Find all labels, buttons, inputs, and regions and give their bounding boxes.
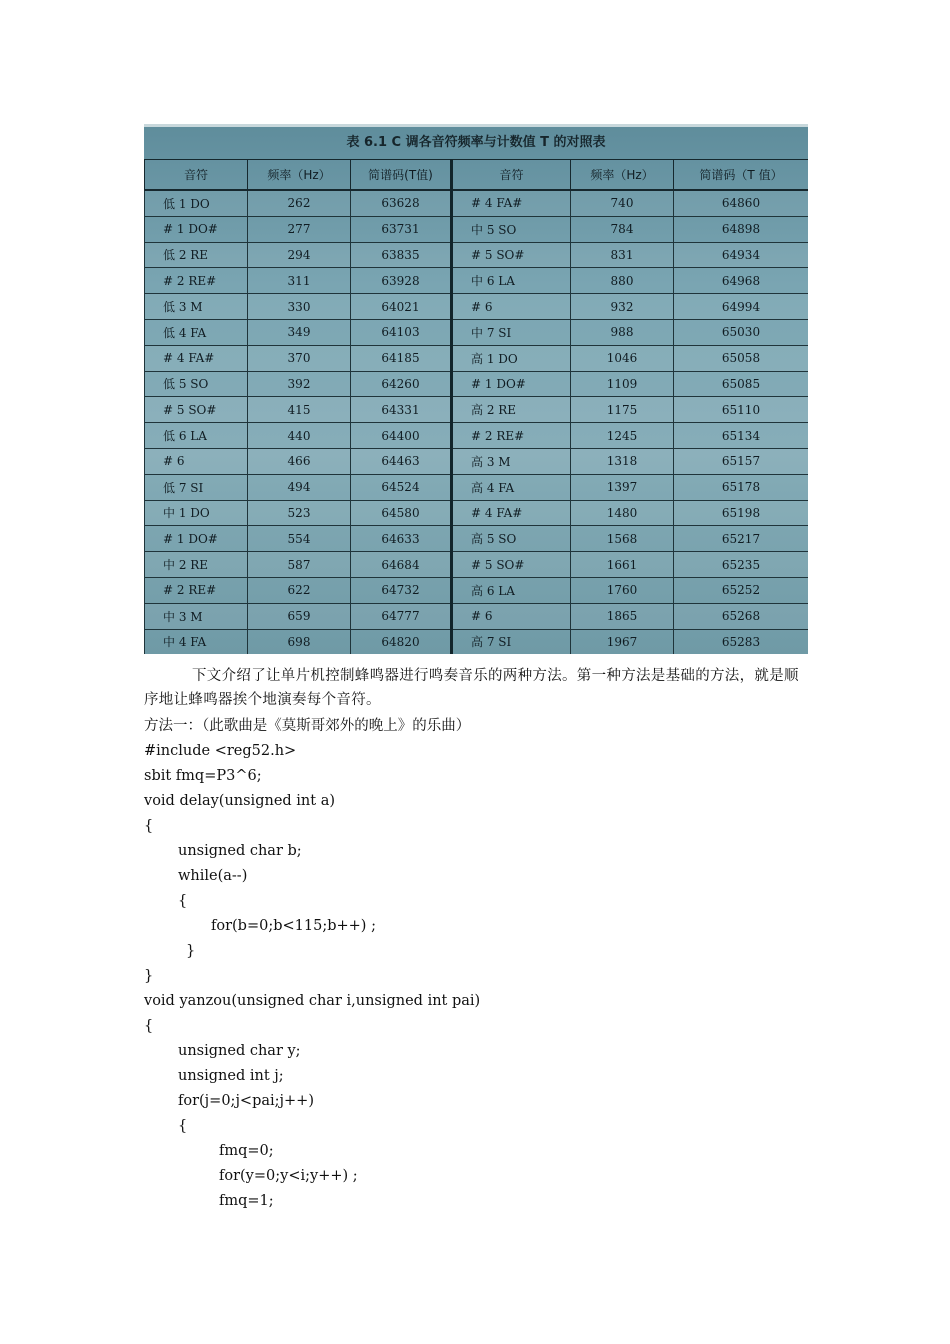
table-cell: # 2 RE# xyxy=(145,577,248,603)
code-line: { xyxy=(144,1018,154,1034)
table-cell: 311 xyxy=(248,268,351,294)
table-cell: 低 2 RE xyxy=(145,242,248,268)
table-cell: 370 xyxy=(248,345,351,371)
table-cell: 262 xyxy=(248,190,351,216)
table-cell: 高 4 FA xyxy=(452,474,571,500)
table-cell: 64777 xyxy=(351,603,452,629)
table-cell: 低 3 M xyxy=(145,294,248,320)
table-cell: 65268 xyxy=(674,603,809,629)
table-cell: 64820 xyxy=(351,629,452,654)
header-t-value: 简谱码(T值) xyxy=(351,160,452,191)
table-cell: 466 xyxy=(248,448,351,474)
table-row xyxy=(145,397,809,423)
table-cell: # 6 xyxy=(452,603,571,629)
table-cell: 349 xyxy=(248,319,351,345)
table-cell: 698 xyxy=(248,629,351,654)
table-cell: 330 xyxy=(248,294,351,320)
table-cell: 880 xyxy=(571,268,674,294)
code-line: fmq=1; xyxy=(219,1193,274,1209)
table-cell: 587 xyxy=(248,552,351,578)
table-row xyxy=(145,526,809,552)
table-cell: # 5 SO# xyxy=(145,397,248,423)
table-cell: 中 1 DO xyxy=(145,500,248,526)
code-line: unsigned int j; xyxy=(178,1068,284,1084)
table-cell: 63731 xyxy=(351,216,452,242)
table-row xyxy=(145,216,809,242)
code-line: } xyxy=(144,968,154,984)
table-cell: 1760 xyxy=(571,577,674,603)
table-cell: 1568 xyxy=(571,526,674,552)
table-row xyxy=(145,552,809,578)
table-cell: 63835 xyxy=(351,242,452,268)
table-cell: 65235 xyxy=(674,552,809,578)
note-frequency-table-photo xyxy=(144,124,808,654)
table-cell: 64684 xyxy=(351,552,452,578)
table-row xyxy=(145,474,809,500)
table-cell: 1967 xyxy=(571,629,674,654)
table-cell: 65157 xyxy=(674,448,809,474)
table-row xyxy=(145,371,809,397)
table-header-row xyxy=(145,160,809,191)
code-line: unsigned char b; xyxy=(178,843,302,859)
table-cell: # 4 FA# xyxy=(145,345,248,371)
table-cell: 64732 xyxy=(351,577,452,603)
table-cell: 高 2 RE xyxy=(452,397,571,423)
table-cell: 65110 xyxy=(674,397,809,423)
code-line: { xyxy=(178,893,188,909)
header-frequency: 频率（Hz） xyxy=(248,160,351,191)
table-row xyxy=(145,423,809,449)
table-row xyxy=(145,629,809,654)
table-row xyxy=(145,500,809,526)
table-cell: 64898 xyxy=(674,216,809,242)
table-row xyxy=(145,294,809,320)
code-line: while(a--) xyxy=(178,868,248,884)
table-row xyxy=(145,345,809,371)
table-cell: 1109 xyxy=(571,371,674,397)
table-cell: 294 xyxy=(248,242,351,268)
table-cell: 64103 xyxy=(351,319,452,345)
table-row xyxy=(145,268,809,294)
table-cell: 高 3 M xyxy=(452,448,571,474)
table-row xyxy=(145,319,809,345)
table-cell: 65252 xyxy=(674,577,809,603)
table-row xyxy=(145,448,809,474)
header-note: 音符 xyxy=(145,160,248,191)
table-cell: 低 4 FA xyxy=(145,319,248,345)
table-cell: 64185 xyxy=(351,345,452,371)
table-cell: 高 5 SO xyxy=(452,526,571,552)
code-line: for(j=0;j<pai;j++) xyxy=(178,1093,314,1109)
table-cell: # 2 RE# xyxy=(145,268,248,294)
table-cell: 1245 xyxy=(571,423,674,449)
table-cell: 65134 xyxy=(674,423,809,449)
table-cell: # 6 xyxy=(145,448,248,474)
table-cell: 65030 xyxy=(674,319,809,345)
table-cell: 低 1 DO xyxy=(145,190,248,216)
table-cell: 中 3 M xyxy=(145,603,248,629)
header-t-value-2: 简谱码（T 值） xyxy=(674,160,809,191)
table-cell: 1865 xyxy=(571,603,674,629)
table-row xyxy=(145,242,809,268)
table-cell: # 5 SO# xyxy=(452,242,571,268)
table-cell: # 4 FA# xyxy=(452,190,571,216)
code-line: void delay(unsigned int a) xyxy=(144,793,336,809)
table-cell: 64524 xyxy=(351,474,452,500)
table-cell: 64580 xyxy=(351,500,452,526)
table-cell: 988 xyxy=(571,319,674,345)
table-row xyxy=(145,577,809,603)
table-cell: 494 xyxy=(248,474,351,500)
code-line: for(y=0;y<i;y++) ; xyxy=(219,1168,358,1184)
table-cell: 64934 xyxy=(674,242,809,268)
code-line: for(b=0;b<115;b++) ; xyxy=(211,918,376,934)
table-cell: 64968 xyxy=(674,268,809,294)
table-cell: 中 4 FA xyxy=(145,629,248,654)
code-line: fmq=0; xyxy=(219,1143,274,1159)
table-cell: 622 xyxy=(248,577,351,603)
table-cell: # 6 xyxy=(452,294,571,320)
table-cell: 64331 xyxy=(351,397,452,423)
table-cell: 65198 xyxy=(674,500,809,526)
code-line: sbit fmq=P3^6; xyxy=(144,768,262,784)
table-cell: 高 7 SI xyxy=(452,629,571,654)
table-cell: 1397 xyxy=(571,474,674,500)
code-line: { xyxy=(178,1118,188,1134)
code-line: void yanzou(unsigned char i,unsigned int pai) xyxy=(144,993,481,1009)
table-cell: 64400 xyxy=(351,423,452,449)
table-cell: 1661 xyxy=(571,552,674,578)
table-cell: 64633 xyxy=(351,526,452,552)
table-cell: 740 xyxy=(571,190,674,216)
table-caption: 表 6.1 C 调各音符频率与计数值 T 的对照表 xyxy=(346,135,606,150)
table-cell: 低 5 SO xyxy=(145,371,248,397)
table-cell: 64860 xyxy=(674,190,809,216)
table-row xyxy=(145,603,809,629)
table-cell: 392 xyxy=(248,371,351,397)
table-cell: 63928 xyxy=(351,268,452,294)
intro-paragraph: 下文介绍了让单片机控制蜂鸣器进行鸣奏音乐的两种方法。第一种方法是基础的方法，就是顺序地让蜂鸣器挨个地演奏每个音符。 xyxy=(144,668,799,708)
table-cell: 65058 xyxy=(674,345,809,371)
table-cell: 中 7 SI xyxy=(452,319,571,345)
note-frequency-table xyxy=(144,159,808,654)
table-cell: 64463 xyxy=(351,448,452,474)
table-cell: 65217 xyxy=(674,526,809,552)
table-cell: 高 1 DO xyxy=(452,345,571,371)
table-cell: 932 xyxy=(571,294,674,320)
table-cell: # 1 DO# xyxy=(145,526,248,552)
table-cell: # 1 DO# xyxy=(452,371,571,397)
table-cell: 中 5 SO xyxy=(452,216,571,242)
table-cell: 65085 xyxy=(674,371,809,397)
table-cell: 低 7 SI xyxy=(145,474,248,500)
table-cell: 中 6 LA xyxy=(452,268,571,294)
table-cell: 831 xyxy=(571,242,674,268)
table-cell: 65283 xyxy=(674,629,809,654)
table-cell: # 5 SO# xyxy=(452,552,571,578)
table-cell: 64021 xyxy=(351,294,452,320)
code-line: { xyxy=(144,818,154,834)
header-frequency-2: 频率（Hz） xyxy=(571,160,674,191)
table-cell: 64994 xyxy=(674,294,809,320)
table-cell: 63628 xyxy=(351,190,452,216)
table-cell: 65178 xyxy=(674,474,809,500)
table-cell: 659 xyxy=(248,603,351,629)
table-cell: # 1 DO# xyxy=(145,216,248,242)
header-note-2: 音符 xyxy=(452,160,571,191)
table-cell: 中 2 RE xyxy=(145,552,248,578)
code-line: } xyxy=(186,943,196,959)
table-cell: # 2 RE# xyxy=(452,423,571,449)
table-cell: 64260 xyxy=(351,371,452,397)
table-cell: 523 xyxy=(248,500,351,526)
table-cell: 1318 xyxy=(571,448,674,474)
table-cell: 低 6 LA xyxy=(145,423,248,449)
table-cell: # 4 FA# xyxy=(452,500,571,526)
code-line: unsigned char y; xyxy=(178,1043,301,1059)
table-cell: 277 xyxy=(248,216,351,242)
table-cell: 1480 xyxy=(571,500,674,526)
code-line: #include <reg52.h> xyxy=(144,743,297,759)
table-row xyxy=(145,190,809,216)
method-heading: 方法一：（此歌曲是《莫斯哥郊外的晚上》的乐曲） xyxy=(144,718,471,734)
table-cell: 1046 xyxy=(571,345,674,371)
table-cell: 415 xyxy=(248,397,351,423)
table-cell: 高 6 LA xyxy=(452,577,571,603)
table-cell: 554 xyxy=(248,526,351,552)
table-cell: 1175 xyxy=(571,397,674,423)
table-cell: 784 xyxy=(571,216,674,242)
table-cell: 440 xyxy=(248,423,351,449)
